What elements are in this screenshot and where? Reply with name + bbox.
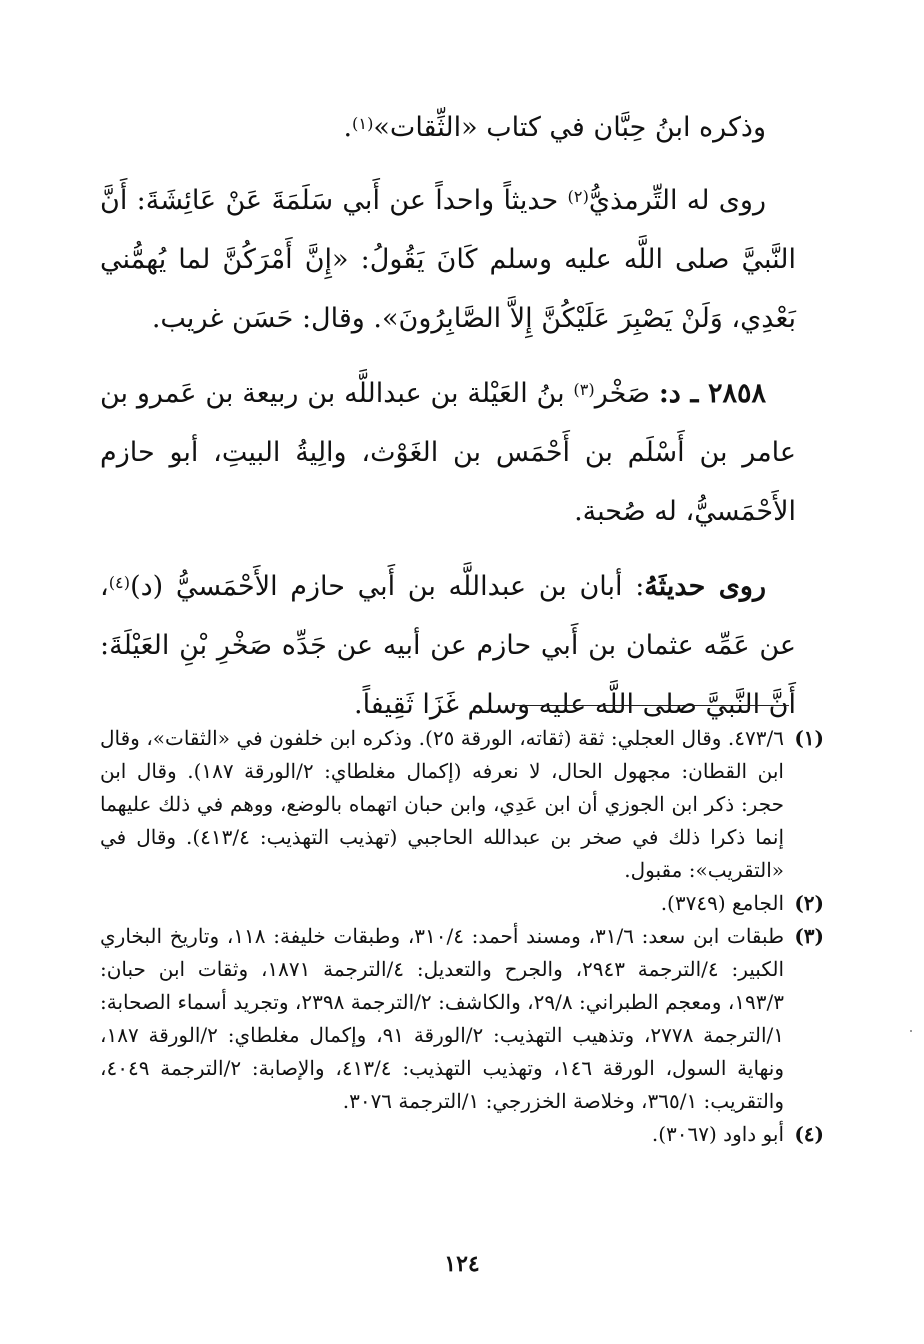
paragraph-text: حديثاً واحداً عن أَبي سَلَمَةَ عَنْ عَائِشَةَ: أَنَّ النَّبيَّ صلى اللَّه عليه وسلم كَانَ يَقُولُ: «إِنَّ أَمْرَكُنَّ لما يُهمُّني بَعْدِي، وَلَنْ يَصْبِرَ عَلَيْكُنَّ إِلاَّ الصَّابِرُونَ». وقال: حَسَن غريب. [100, 185, 796, 334]
footnote-text: ٤٧٣/٦. وقال العجلي: ثقة (ثقاته، الورقة ٢٥). وذكره ابن خلفون في «الثقات»، وقال ابن القطان: مجهول الحال، لا نعرفه (إكمال مغلطاي: ٢/الورقة ١٨٧). وقال ابن حجر: ذكر ابن الجوزي أن ابن عَدِي، وابن حبان اتهماه بالوضع، ووهم في ذلك عليهما إنما ذكرا ذلك في صخر بن عبدالله الحاجبي (تهذيب التهذيب: ٤١٣/٤). وقال في «التقريب»: مقبول. [100, 726, 784, 882]
entry-number: ٢٨٥٨ ـ د: [658, 378, 767, 409]
paragraph-hadith-narration [100, 557, 796, 734]
paragraph-text: ، عن عَمِّه عثمان بن أَبي حازم عن أبيه عن جَدِّه صَخْرِ بْنِ العَيْلَةَ: أَنَّ النَّبيَّ صلى اللَّه عليه وسلم غَزَا ثَقِيفاً. [100, 571, 796, 720]
footnote-number: (٣) [794, 924, 824, 948]
scan-speck [910, 1030, 912, 1032]
footnote-separator [512, 705, 789, 706]
footnote-text: طبقات ابن سعد: ٣١/٦، ومسند أحمد: ٣١٠/٤، وطبقات خليفة: ١١٨، وتاريخ البخاري الكبير: ٤/الترجمة ٢٩٤٣، والجرح والتعديل: ٤/الترجمة ١٨٧١، وثقات ابن حبان: ١٩٣/٣، ومعجم الطبراني: ٢٩/٨، والكاشف: ٢/الترجمة ٢٣٩٨، وتجريد أسماء الصحابة: ١/الترجمة ٢٧٧٨، وتذهيب التهذيب: ٢/الورقة ٩١، وإكمال مغلطاي: ٢/الورقة ١٨٧، ونهاية السول، الورقة ١٤٦، وتهذيب التهذيب: ٤١٣/٤، والإصابة: ٢/الترجمة ٤٠٤٩، والتقريب: ٣٦٥/١، وخلاصة الخزرجي: ١/الترجمة ٣٠٧٦. [100, 924, 785, 1113]
main-text [100, 98, 796, 734]
footnote-ref-3[interactable]: (٣) [573, 379, 595, 399]
footnote-number: (٢) [794, 891, 824, 915]
entry-text: بنُ العَيْلة بن عبداللَّه بن ربيعة بن عَمرو بن عامر بن أَسْلَم بن أَحْمَس بن الغَوْث، والِيةُ البيتِ، أبو حازم الأَحْمَسيُّ، له صُحبة. [100, 378, 796, 527]
footnotes [100, 722, 824, 1151]
footnote-2 [100, 887, 824, 920]
footnote-ref-2[interactable]: (٢) [567, 186, 589, 206]
footnote-text: أبو داود (٣٠٦٧). [651, 1122, 784, 1146]
footnote-text: الجامع (٣٧٤٩). [660, 891, 784, 915]
paragraph-text: وذكره ابنُ حِبَّان في كتاب «الثِّقات» [373, 112, 766, 143]
page-number: ١٢٤ [444, 1251, 480, 1277]
paragraph-text: روى له التِّرمذيُّ [588, 185, 766, 216]
paragraph-text: . [343, 112, 353, 143]
footnote-3 [100, 920, 824, 1118]
footnote-4 [100, 1118, 824, 1151]
entry-name: صَخْر [594, 378, 659, 409]
footnote-ref-1[interactable]: (١) [352, 113, 374, 133]
paragraph-text: : أبان بن عبداللَّه بن أَبي حازم الأَحْمَسيُّ (د) [130, 571, 645, 602]
paragraph-tirmidhi [100, 171, 796, 348]
paragraph-ibn-hibban [100, 98, 796, 157]
paragraph-lead: روى حديثَهُ [644, 571, 766, 602]
footnote-number: (٤) [794, 1122, 824, 1146]
footnote-ref-4[interactable]: (٤) [108, 572, 131, 592]
footnote-number: (١) [794, 726, 824, 750]
entry-2858 [100, 364, 796, 541]
footnote-1 [100, 722, 824, 887]
